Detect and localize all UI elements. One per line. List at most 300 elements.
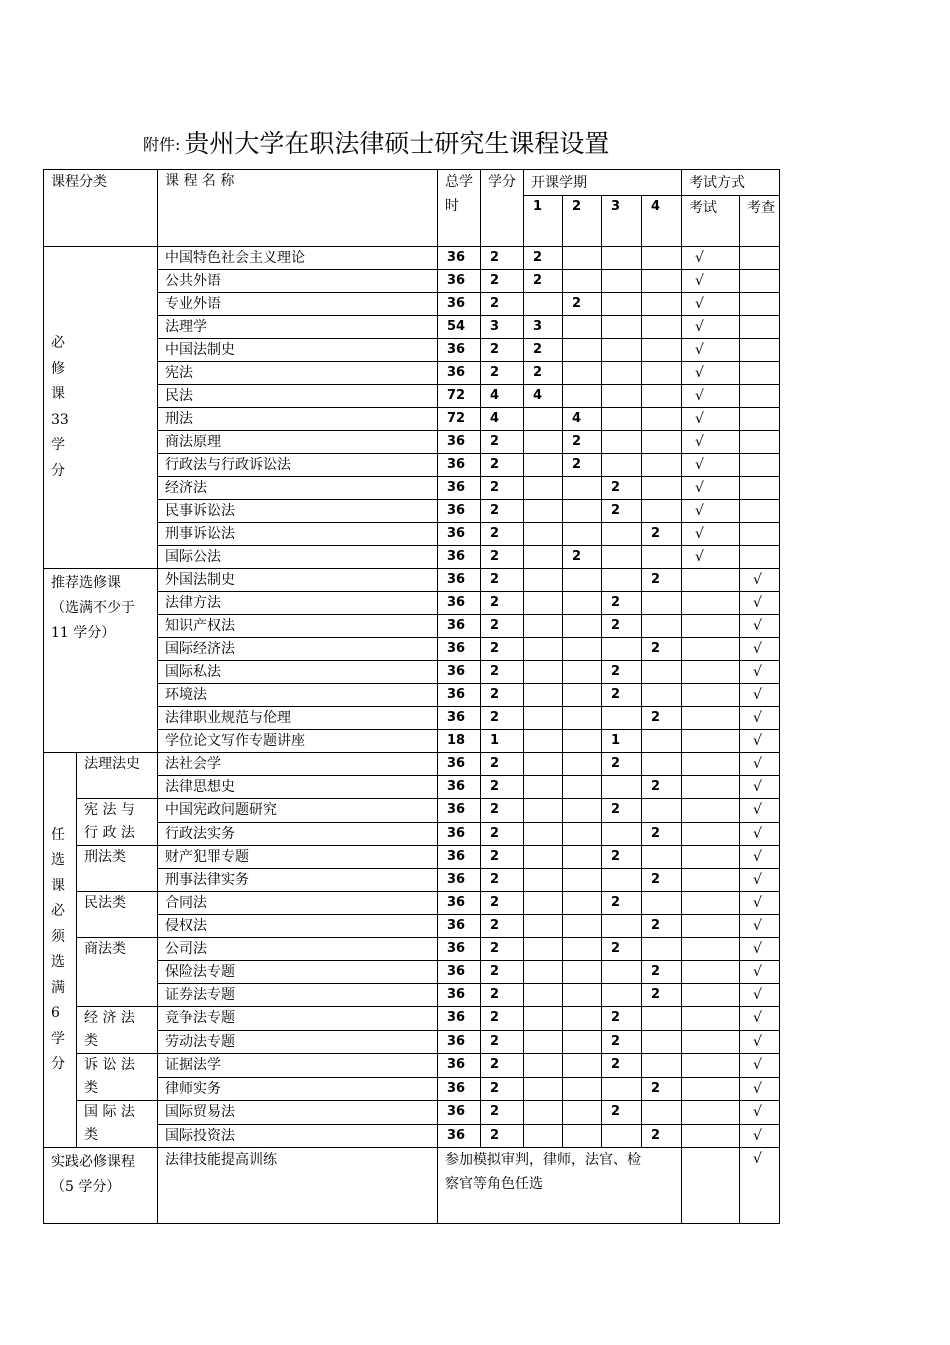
semester-4-credits: 2 [642,523,682,546]
total-hours: 36 [438,776,481,799]
assess-mark [740,339,780,362]
semester-3-credits: 2 [602,684,642,707]
semester-1-credits [524,569,563,592]
course-name: 法律职业规范与伦理 [158,707,438,730]
assess-mark [740,293,780,316]
semester-1-credits [524,1054,563,1078]
semester-2-credits [563,846,602,869]
total-hours: 36 [438,569,481,592]
course-name: 法理学 [158,316,438,339]
total-hours: 36 [438,1054,481,1078]
course-name: 公共外语 [158,270,438,293]
elective-subcategory-label: 国 际 法 类 [77,1101,158,1148]
exam-mark [682,707,740,730]
exam-mark: √ [682,500,740,523]
credits: 4 [481,385,524,408]
semester-2-credits [563,776,602,799]
exam-mark [682,938,740,961]
total-hours: 36 [438,1124,481,1148]
assess-mark [740,454,780,477]
exam-mark: √ [682,431,740,454]
header-exam-method: 考试方式 [682,170,780,196]
semester-2-credits [563,915,602,938]
total-hours: 18 [438,730,481,753]
assess-mark [740,270,780,293]
table-row [44,892,780,915]
assess-mark: √ [740,730,780,753]
total-hours: 36 [438,546,481,569]
exam-mark [682,753,740,776]
credits: 2 [481,339,524,362]
semester-4-credits [642,385,682,408]
assess-mark: √ [740,1054,780,1078]
total-hours: 36 [438,1077,481,1101]
semester-3-credits: 2 [602,799,642,823]
credits: 2 [481,247,524,270]
table-row [44,1148,780,1224]
semester-1-credits [524,592,563,615]
category-char: 分 [51,462,65,479]
semester-1-credits [524,615,563,638]
credits: 2 [481,1077,524,1101]
semester-2-credits [563,1124,602,1148]
category-char: 课 [51,877,65,894]
category-char: 6 [51,1005,60,1021]
semester-2-credits [563,1007,602,1031]
semester-1-credits [524,869,563,892]
semester-1-credits: 2 [524,362,563,385]
exam-mark [682,1054,740,1078]
table-row [44,1054,780,1078]
course-name: 刑事法律实务 [158,869,438,892]
semester-3-credits: 2 [602,661,642,684]
semester-3-credits [602,822,642,846]
credits: 2 [481,362,524,385]
semester-1-credits [524,1030,563,1054]
semester-1-credits [524,846,563,869]
semester-3-credits: 1 [602,730,642,753]
semester-1-credits [524,753,563,776]
total-hours: 36 [438,500,481,523]
semester-2-credits [563,753,602,776]
semester-4-credits: 2 [642,984,682,1007]
semester-4-credits [642,293,682,316]
exam-mark [682,661,740,684]
total-hours: 36 [438,431,481,454]
course-name: 竞争法专题 [158,1007,438,1031]
semester-4-credits [642,408,682,431]
credits: 2 [481,270,524,293]
credits: 2 [481,431,524,454]
total-hours: 36 [438,684,481,707]
course-name: 国际公法 [158,546,438,569]
exam-mark [682,638,740,661]
page-title [143,124,609,160]
semester-4-credits [642,846,682,869]
exam-mark: √ [682,362,740,385]
credits: 2 [481,1007,524,1031]
semester-3-credits [602,1077,642,1101]
header-semester-2: 2 [563,196,602,247]
semester-2-credits [563,500,602,523]
credits: 2 [481,892,524,915]
semester-4-credits [642,1030,682,1054]
semester-3-credits: 2 [602,1030,642,1054]
semester-3-credits: 2 [602,892,642,915]
semester-2-credits [563,730,602,753]
assess-mark: √ [740,892,780,915]
semester-1-credits [524,431,563,454]
semester-4-credits [642,661,682,684]
semester-1-credits: 4 [524,385,563,408]
semester-2-credits [563,799,602,823]
exam-mark [682,869,740,892]
semester-3-credits [602,454,642,477]
exam-mark [682,615,740,638]
course-name: 行政法与行政诉讼法 [158,454,438,477]
total-hours: 36 [438,753,481,776]
assess-mark: √ [740,1077,780,1101]
credits: 2 [481,477,524,500]
header-course-name: 课 程 名 称 [158,170,438,247]
semester-4-credits [642,247,682,270]
semester-1-credits [524,546,563,569]
semester-1-credits: 3 [524,316,563,339]
exam-mark [682,1077,740,1101]
semester-3-credits [602,546,642,569]
semester-2-credits [563,362,602,385]
course-name: 中国法制史 [158,339,438,362]
semester-3-credits [602,707,642,730]
semester-3-credits [602,984,642,1007]
course-name: 民法 [158,385,438,408]
assess-mark [740,362,780,385]
assess-mark: √ [740,661,780,684]
exam-mark [682,799,740,823]
semester-1-credits [524,984,563,1007]
total-hours: 36 [438,477,481,500]
elective-subcategory-label: 宪 法 与 行 政 法 [77,799,158,846]
assess-mark: √ [740,1101,780,1125]
semester-1-credits [524,707,563,730]
total-hours: 36 [438,1030,481,1054]
elective-subcategory-label: 商法类 [77,938,158,1007]
semester-1-credits [524,661,563,684]
total-hours: 36 [438,707,481,730]
assess-mark: √ [740,961,780,984]
semester-1-credits [524,915,563,938]
exam-mark [682,892,740,915]
semester-4-credits: 2 [642,776,682,799]
semester-1-credits [524,1124,563,1148]
semester-4-credits [642,938,682,961]
semester-1-credits [524,638,563,661]
credits: 2 [481,615,524,638]
semester-4-credits: 2 [642,961,682,984]
assess-mark [740,385,780,408]
elective-subcategory-label: 刑法类 [77,846,158,892]
credits: 2 [481,961,524,984]
exam-mark: √ [682,247,740,270]
semester-3-credits [602,247,642,270]
category-char: 33 [51,411,69,428]
semester-1-credits [524,454,563,477]
semester-2-credits [563,477,602,500]
course-name: 公司法 [158,938,438,961]
semester-2-credits [563,638,602,661]
semester-2-credits: 2 [563,293,602,316]
table-row [44,170,780,196]
semester-2-credits [563,592,602,615]
semester-4-credits [642,546,682,569]
semester-1-credits [524,500,563,523]
semester-4-credits [642,362,682,385]
credits: 2 [481,707,524,730]
exam-mark: √ [682,477,740,500]
credits: 2 [481,822,524,846]
semester-1-credits [524,477,563,500]
exam-mark [682,592,740,615]
credits: 2 [481,569,524,592]
semester-2-credits: 4 [563,408,602,431]
course-name: 刑事诉讼法 [158,523,438,546]
total-hours: 72 [438,385,481,408]
semester-2-credits [563,1030,602,1054]
exam-mark: √ [682,293,740,316]
exam-mark [682,730,740,753]
exam-mark: √ [682,454,740,477]
assess-mark: √ [740,638,780,661]
semester-2-credits [563,684,602,707]
semester-1-credits [524,684,563,707]
semester-1-credits [524,408,563,431]
total-hours: 36 [438,270,481,293]
semester-2-credits [563,1101,602,1125]
semester-4-credits [642,592,682,615]
total-hours: 36 [438,846,481,869]
course-name: 法律思想史 [158,776,438,799]
semester-3-credits [602,270,642,293]
semester-2-credits: 2 [563,454,602,477]
semester-4-credits [642,892,682,915]
header-semester-1: 1 [524,196,563,247]
semester-1-credits [524,822,563,846]
assess-mark: √ [740,1007,780,1031]
semester-2-credits [563,270,602,293]
semester-4-credits: 2 [642,1124,682,1148]
exam-mark [682,915,740,938]
table-row [44,569,780,592]
course-table-body [44,170,780,1224]
exam-mark [682,822,740,846]
semester-1-credits [524,961,563,984]
course-name: 专业外语 [158,293,438,316]
recommended-category-label: 推荐选修课（选满不少于 11 学分） [44,569,158,753]
semester-1-credits: 2 [524,270,563,293]
header-exam: 考试 [682,196,740,247]
credits: 2 [481,1054,524,1078]
title-main: 贵州大学在职法律硕士研究生课程设置 [184,129,610,158]
assess-mark: √ [740,753,780,776]
assess-mark: √ [740,776,780,799]
category-char: 必 [51,335,65,351]
course-name: 中国宪政问题研究 [158,799,438,823]
semester-1-credits [524,1077,563,1101]
assess-mark: √ [740,684,780,707]
semester-4-credits: 2 [642,1077,682,1101]
category-char: 任 [51,826,65,843]
credits: 2 [481,753,524,776]
course-name: 国际私法 [158,661,438,684]
semester-4-credits: 2 [642,707,682,730]
semester-4-credits: 2 [642,822,682,846]
course-name: 刑法 [158,408,438,431]
total-hours: 36 [438,339,481,362]
total-hours: 36 [438,822,481,846]
semester-2-credits [563,247,602,270]
exam-mark [682,569,740,592]
semester-3-credits [602,569,642,592]
course-name: 财产犯罪专题 [158,846,438,869]
exam-mark: √ [682,523,740,546]
credits: 2 [481,293,524,316]
total-hours: 36 [438,799,481,823]
credits: 2 [481,1030,524,1054]
header-semester-3: 3 [602,196,642,247]
credits: 2 [481,776,524,799]
table-row [44,846,780,869]
semester-2-credits: 2 [563,431,602,454]
credits: 2 [481,661,524,684]
semester-3-credits: 2 [602,477,642,500]
course-name: 国际投资法 [158,1124,438,1148]
total-hours: 36 [438,938,481,961]
total-hours: 36 [438,454,481,477]
credits: 2 [481,523,524,546]
total-hours: 36 [438,247,481,270]
header-semester: 开课学期 [524,170,682,196]
credits: 3 [481,316,524,339]
assess-mark: √ [740,1030,780,1054]
category-char: 修 [51,360,65,377]
semester-2-credits [563,938,602,961]
semester-3-credits [602,339,642,362]
semester-3-credits [602,638,642,661]
elective-category-label [44,753,77,1148]
total-hours: 36 [438,984,481,1007]
category-char: 课 [51,386,65,402]
total-hours: 36 [438,592,481,615]
semester-3-credits [602,316,642,339]
table-row [44,1101,780,1125]
semester-1-credits [524,1007,563,1031]
semester-4-credits [642,615,682,638]
credits: 2 [481,1101,524,1125]
assess-mark: √ [740,569,780,592]
assess-mark [740,477,780,500]
assess-mark [740,316,780,339]
course-name: 证券法专题 [158,984,438,1007]
total-hours: 36 [438,869,481,892]
required-category-label [44,247,158,569]
table-row [44,799,780,823]
exam-mark [682,984,740,1007]
semester-3-credits [602,431,642,454]
course-name: 学位论文写作专题讲座 [158,730,438,753]
credits: 2 [481,592,524,615]
credits: 2 [481,846,524,869]
total-hours: 36 [438,892,481,915]
semester-4-credits [642,454,682,477]
exam-mark: √ [682,339,740,362]
semester-3-credits: 2 [602,846,642,869]
elective-subcategory-label: 经 济 法 类 [77,1007,158,1054]
semester-4-credits [642,1007,682,1031]
table-row [44,753,780,776]
semester-4-credits: 2 [642,915,682,938]
exam-mark [682,961,740,984]
category-char: 学 [51,437,65,453]
total-hours: 72 [438,408,481,431]
semester-4-credits [642,270,682,293]
assess-mark [740,408,780,431]
header-assess: 考查 [740,196,780,247]
total-hours: 36 [438,615,481,638]
semester-3-credits [602,385,642,408]
category-char: 满 [51,979,65,996]
course-name: 劳动法专题 [158,1030,438,1054]
semester-4-credits [642,1101,682,1125]
semester-3-credits [602,523,642,546]
exam-mark [682,684,740,707]
credits: 2 [481,546,524,569]
total-hours: 36 [438,961,481,984]
credits: 2 [481,938,524,961]
exam-mark: √ [682,408,740,431]
assess-mark: √ [740,799,780,823]
assess-mark: √ [740,938,780,961]
header-semester-4: 4 [642,196,682,247]
semester-4-credits [642,339,682,362]
practice-category-label: 实践必修课程（5 学分） [44,1148,158,1224]
category-char: 学 [51,1030,65,1047]
credits: 4 [481,408,524,431]
course-name: 侵权法 [158,915,438,938]
semester-2-credits [563,984,602,1007]
semester-3-credits: 2 [602,938,642,961]
semester-1-credits: 2 [524,247,563,270]
header-category: 课程分类 [44,170,158,247]
semester-3-credits [602,915,642,938]
semester-2-credits [563,316,602,339]
course-name: 律师实务 [158,1077,438,1101]
credits: 2 [481,454,524,477]
semester-3-credits: 2 [602,753,642,776]
header-total-hours: 总学时 [438,170,481,247]
assess-mark: √ [740,984,780,1007]
semester-2-credits [563,523,602,546]
semester-3-credits: 2 [602,1054,642,1078]
total-hours: 54 [438,316,481,339]
elective-subcategory-label: 诉 讼 法 类 [77,1054,158,1101]
exam-mark [682,846,740,869]
semester-3-credits [602,362,642,385]
semester-4-credits [642,799,682,823]
credits: 2 [481,799,524,823]
semester-2-credits [563,1077,602,1101]
semester-4-credits [642,500,682,523]
credits: 2 [481,638,524,661]
